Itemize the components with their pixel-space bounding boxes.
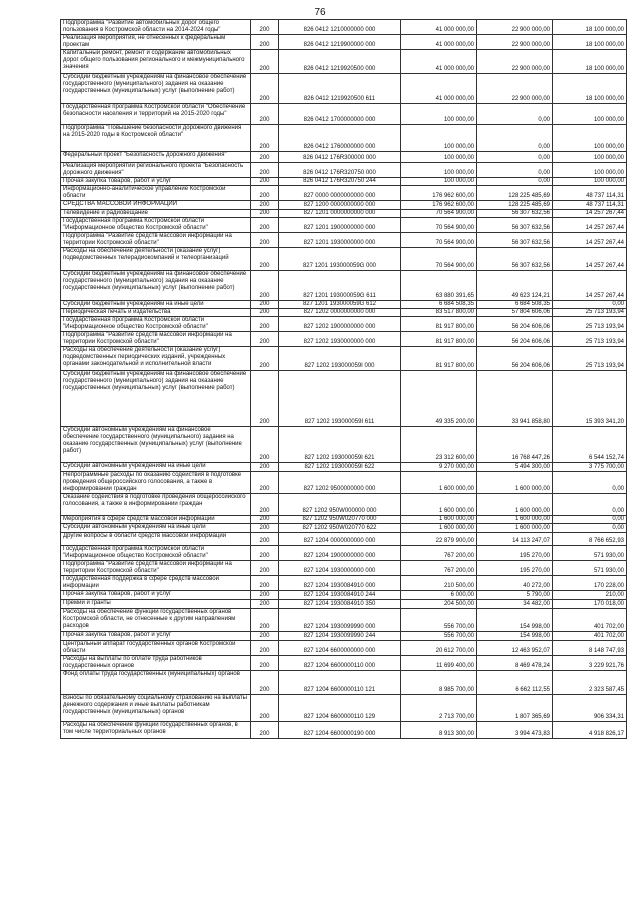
row-approved-cell: 9 270 000,00: [401, 463, 477, 472]
row-remaining-cell: 0,00: [553, 516, 627, 524]
row-remaining-cell: 14 257 267,44: [553, 271, 627, 301]
row-name-cell: Подпрограмма "Развитие средств массовой информации на территории Костромской области": [61, 561, 251, 576]
row-name-cell: Государственная программа Костромской области "Информационное общество Костромской области": [61, 218, 251, 233]
row-remaining-cell: 0,00: [553, 472, 627, 494]
row-executed-cell: 1 600 000,00: [477, 472, 553, 494]
row-executed-cell: 0,00: [477, 104, 553, 125]
row-approved-cell: 41 000 000,00: [401, 35, 477, 50]
row-name-cell: Капитальный ремонт, ремонт и содержание автомобильных дорог общего пользования регионального и межмуниципального значения: [61, 50, 251, 74]
row-approved-cell: 767 200,00: [401, 561, 477, 576]
row-code-cell: 200: [251, 671, 279, 695]
row-remaining-cell: 401 702,00: [553, 632, 627, 641]
row-code-cell: 200: [251, 600, 279, 609]
row-executed-cell: 0,00: [477, 152, 553, 163]
row-approved-cell: 49 335 200,00: [401, 371, 477, 427]
row-executed-cell: 22 900 000,00: [477, 20, 553, 35]
row-approved-cell: 8 985 700,00: [401, 671, 477, 695]
row-name-cell: Субсидии автономным учреждениям на иные цели: [61, 463, 251, 472]
row-executed-cell: 16 768 447,26: [477, 427, 553, 463]
row-approved-cell: 210 500,00: [401, 576, 477, 591]
row-approved-cell: 556 700,00: [401, 609, 477, 632]
table-row: [61, 427, 627, 463]
row-classification-cell: 827 1202 193000059I 000: [279, 347, 401, 371]
row-code-cell: 200: [251, 632, 279, 641]
row-name-cell: Телевидение и радиовещание: [61, 210, 251, 218]
row-name-cell: Государственная поддержка в сфере средств массовой информации: [61, 576, 251, 591]
row-name-cell: Подпрограмма "Повышение безопасности дорожного движения на 2015-2020 годы в Костромской области": [61, 125, 251, 152]
row-approved-cell: 81 917 800,00: [401, 347, 477, 371]
row-executed-cell: 8 469 478,24: [477, 656, 553, 671]
row-remaining-cell: 18 100 000,00: [553, 20, 627, 35]
row-executed-cell: 128 225 485,69: [477, 186, 553, 201]
row-name-cell: Государственная программа Костромской области "Обеспечение безопасности населения и территорий на 2015-2020 годы": [61, 104, 251, 125]
row-name-cell: Субсидии бюджетным учреждениям на финансовое обеспечение государственного (муниципального) задания на оказание государственных (муниципальных) услуг (выполнение работ): [61, 371, 251, 427]
row-code-cell: 200: [251, 371, 279, 427]
row-classification-cell: 826 0412 1210000000 000: [279, 20, 401, 35]
row-name-cell: Фонд оплаты труда государственных (муниципальных) органов: [61, 671, 251, 695]
row-classification-cell: 826 0412 1219900000 000: [279, 35, 401, 50]
row-executed-cell: 3 994 473,83: [477, 722, 553, 739]
row-name-cell: Подпрограмма "Развитие средств массовой информации на территории Костромской области": [61, 233, 251, 248]
row-classification-cell: 827 1204 1930099990 000: [279, 609, 401, 632]
row-remaining-cell: 100 000,00: [553, 104, 627, 125]
row-executed-cell: 34 482,00: [477, 600, 553, 609]
row-name-cell: Прочая закупка товаров, работ и услуг: [61, 591, 251, 600]
row-classification-cell: 827 1204 6600000110 129: [279, 695, 401, 722]
row-executed-cell: 12 463 952,07: [477, 641, 553, 656]
row-remaining-cell: 401 702,00: [553, 609, 627, 632]
row-classification-cell: 826 0412 1760000000 000: [279, 125, 401, 152]
row-classification-cell: 827 1204 1930084910 244: [279, 591, 401, 600]
row-classification-cell: 827 0000 0000000000 000: [279, 186, 401, 201]
row-classification-cell: 827 1204 6600000000 000: [279, 641, 401, 656]
row-classification-cell: 827 1202 193000059I 622: [279, 463, 401, 472]
row-classification-cell: 827 1204 1930000000 000: [279, 561, 401, 576]
row-remaining-cell: 14 257 267,44: [553, 218, 627, 233]
row-executed-cell: 154 998,00: [477, 632, 553, 641]
row-remaining-cell: 210,00: [553, 591, 627, 600]
row-executed-cell: 22 900 000,00: [477, 74, 553, 104]
row-code-cell: 200: [251, 524, 279, 533]
row-code-cell: 200: [251, 641, 279, 656]
row-approved-cell: 41 000 000,00: [401, 50, 477, 74]
table-row: [61, 210, 627, 218]
row-executed-cell: 195 270,00: [477, 561, 553, 576]
row-remaining-cell: 25 713 193,94: [553, 317, 627, 332]
row-approved-cell: 23 312 600,00: [401, 427, 477, 463]
row-remaining-cell: 100 000,00: [553, 125, 627, 152]
row-classification-cell: 827 1204 1930099990 244: [279, 632, 401, 641]
row-approved-cell: 22 879 900,00: [401, 533, 477, 546]
row-name-cell: Расходы на обеспечение функций государственных органов Костромской области, не отнесенные к другим направлениям расходов: [61, 609, 251, 632]
row-approved-cell: 8 913 300,00: [401, 722, 477, 739]
row-code-cell: 200: [251, 20, 279, 35]
row-approved-cell: 204 500,00: [401, 600, 477, 609]
row-name-cell: Информационно-аналитическое управление Костромской области: [61, 186, 251, 201]
row-name-cell: Непрограммные расходы по оказанию содействия в подготовке проведения общероссийского голосования, а также в информировании граждан: [61, 472, 251, 494]
row-executed-cell: 22 900 000,00: [477, 50, 553, 74]
row-classification-cell: 826 0412 1700000000 000: [279, 104, 401, 125]
table-row: [61, 695, 627, 722]
row-remaining-cell: 14 257 267,44: [553, 233, 627, 248]
row-code-cell: 200: [251, 656, 279, 671]
row-approved-cell: 81 917 800,00: [401, 332, 477, 347]
row-code-cell: 200: [251, 271, 279, 301]
row-name-cell: Другие вопросы в области средств массовой информации: [61, 533, 251, 546]
row-code-cell: 200: [251, 248, 279, 271]
row-approved-cell: 1 600 000,00: [401, 494, 477, 516]
row-code-cell: 200: [251, 210, 279, 218]
row-approved-cell: 556 700,00: [401, 632, 477, 641]
row-code-cell: 200: [251, 591, 279, 600]
row-code-cell: 200: [251, 609, 279, 632]
row-executed-cell: 128 225 485,69: [477, 201, 553, 210]
row-name-cell: Реализация мероприятия, не отнесенных к федеральным проектам: [61, 35, 251, 50]
row-approved-cell: 1 600 000,00: [401, 516, 477, 524]
row-approved-cell: 1 600 000,00: [401, 472, 477, 494]
row-classification-cell: 827 1202 9500000000 000: [279, 472, 401, 494]
row-approved-cell: 70 564 900,00: [401, 233, 477, 248]
row-code-cell: 200: [251, 494, 279, 516]
row-name-cell: Реализация мероприятий регионального проекта "Безопасность дорожного движения": [61, 163, 251, 178]
row-approved-cell: 100 000,00: [401, 163, 477, 178]
row-classification-cell: 827 1204 6600000190 000: [279, 722, 401, 739]
row-classification-cell: 827 1202 193000059I 621: [279, 427, 401, 463]
row-executed-cell: 154 998,00: [477, 609, 553, 632]
row-classification-cell: 827 1204 1900000000 000: [279, 546, 401, 561]
row-name-cell: Подпрограмма "Развитие автомобильных дорог общего пользования в Костромской области на 2014-2024 годы": [61, 20, 251, 35]
table-row: [61, 178, 627, 186]
table-row: [61, 494, 627, 516]
row-classification-cell: 827 1201 0000000000 000: [279, 210, 401, 218]
row-name-cell: Расходы на обеспечение функций государственных органов, в том числе территориальных органов: [61, 722, 251, 739]
row-name-cell: Субсидии бюджетным учреждениям на финансовое обеспечение государственного (муниципального) задания на оказание государственных (муниципальных) услуг (выполнение работ): [61, 271, 251, 301]
table-row: [61, 591, 627, 600]
row-code-cell: 200: [251, 125, 279, 152]
row-code-cell: 200: [251, 576, 279, 591]
row-approved-cell: 2 713 700,00: [401, 695, 477, 722]
row-approved-cell: 70 564 900,00: [401, 218, 477, 233]
row-classification-cell: 826 0412 176R300000 000: [279, 152, 401, 163]
row-code-cell: 200: [251, 218, 279, 233]
row-executed-cell: 56 204 606,06: [477, 332, 553, 347]
table-row: [61, 104, 627, 125]
row-code-cell: 200: [251, 309, 279, 317]
row-executed-cell: 6 662 112,55: [477, 671, 553, 695]
table-row: [61, 271, 627, 301]
row-classification-cell: 826 0412 176R320750 000: [279, 163, 401, 178]
row-approved-cell: 6 000,00: [401, 591, 477, 600]
row-executed-cell: 14 113 247,07: [477, 533, 553, 546]
row-approved-cell: 20 612 700,00: [401, 641, 477, 656]
row-classification-cell: 827 1202 950W000000 000: [279, 494, 401, 516]
row-classification-cell: 827 1204 0000000000 000: [279, 533, 401, 546]
row-name-cell: Мероприятия в сфере средств массовой информации: [61, 516, 251, 524]
row-remaining-cell: 0,00: [553, 494, 627, 516]
row-classification-cell: 827 1202 193000059I 611: [279, 371, 401, 427]
row-executed-cell: 56 307 632,56: [477, 218, 553, 233]
row-remaining-cell: 571 930,00: [553, 561, 627, 576]
budget-execution-table: [60, 19, 627, 739]
row-remaining-cell: 906 334,31: [553, 695, 627, 722]
table-row: [61, 317, 627, 332]
row-executed-cell: 49 623 124,21: [477, 271, 553, 301]
row-classification-cell: 827 1201 193000059G 000: [279, 248, 401, 271]
row-approved-cell: 11 699 400,00: [401, 656, 477, 671]
row-remaining-cell: 0,00: [553, 301, 627, 309]
table-row: [61, 600, 627, 609]
table-row: [61, 186, 627, 201]
table-row: [61, 152, 627, 163]
row-remaining-cell: 100 000,00: [553, 163, 627, 178]
row-remaining-cell: 3 229 921,76: [553, 656, 627, 671]
row-approved-cell: 70 564 900,00: [401, 248, 477, 271]
row-remaining-cell: 18 100 000,00: [553, 35, 627, 50]
table-row: [61, 125, 627, 152]
table-row: [61, 201, 627, 210]
table-row: [61, 248, 627, 271]
row-name-cell: Субсидии автономным учреждениям на финансовое обеспечение государственного (муниципального) задания на оказание государственных (муниципальных) услуг (выполнение работ): [61, 427, 251, 463]
table-row: [61, 309, 627, 317]
row-remaining-cell: 2 323 587,45: [553, 671, 627, 695]
row-classification-cell: 827 1201 193000059G 612: [279, 301, 401, 309]
row-approved-cell: 6 684 508,35: [401, 301, 477, 309]
row-classification-cell: 826 0412 1219920500 000: [279, 50, 401, 74]
row-remaining-cell: 4 918 826,17: [553, 722, 627, 739]
row-code-cell: 200: [251, 332, 279, 347]
row-approved-cell: 63 880 391,65: [401, 271, 477, 301]
row-executed-cell: 40 272,00: [477, 576, 553, 591]
table-row: [61, 671, 627, 695]
row-executed-cell: 195 270,00: [477, 546, 553, 561]
row-executed-cell: 0,00: [477, 125, 553, 152]
row-code-cell: 200: [251, 178, 279, 186]
row-name-cell: Расходы на обеспечение деятельности (оказание услуг) подведомственных периодических изданий, учрежденных органами законодательной и исполнительной власти: [61, 347, 251, 371]
row-remaining-cell: 100 000,00: [553, 178, 627, 186]
row-remaining-cell: 0,00: [553, 524, 627, 533]
row-approved-cell: 176 962 600,00: [401, 186, 477, 201]
table-row: [61, 533, 627, 546]
row-remaining-cell: 48 737 114,31: [553, 201, 627, 210]
row-classification-cell: 827 1202 950W020770 000: [279, 516, 401, 524]
row-code-cell: 200: [251, 546, 279, 561]
table-row: [61, 524, 627, 533]
row-approved-cell: 81 917 800,00: [401, 317, 477, 332]
row-classification-cell: 827 1200 0000000000 000: [279, 201, 401, 210]
row-name-cell: Субсидии бюджетным учреждениям на финансовое обеспечение государственного (муниципального) задания на оказание государственных (муниципальных) услуг (выполнение работ): [61, 74, 251, 104]
row-approved-cell: 100 000,00: [401, 104, 477, 125]
row-approved-cell: 70 564 900,00: [401, 210, 477, 218]
row-executed-cell: 1 600 000,00: [477, 516, 553, 524]
row-classification-cell: 827 1202 950W020770 622: [279, 524, 401, 533]
row-approved-cell: 1 600 000,00: [401, 524, 477, 533]
row-approved-cell: 100 000,00: [401, 125, 477, 152]
row-code-cell: 200: [251, 472, 279, 494]
row-code-cell: 200: [251, 317, 279, 332]
row-remaining-cell: 571 930,00: [553, 546, 627, 561]
row-remaining-cell: 6 544 152,74: [553, 427, 627, 463]
row-remaining-cell: 25 713 193,94: [553, 332, 627, 347]
row-approved-cell: 100 000,00: [401, 152, 477, 163]
row-name-cell: Субсидии автономным учреждениям на иные цели: [61, 524, 251, 533]
row-code-cell: 200: [251, 186, 279, 201]
row-name-cell: Расходы на обеспечение деятельности (оказание услуг) подведомственных телерадиокомпаний и телеорганизаций: [61, 248, 251, 271]
row-remaining-cell: 8 148 747,93: [553, 641, 627, 656]
table-row: [61, 609, 627, 632]
row-name-cell: Взносы по обязательному социальному страхованию на выплаты денежного содержания и иные выплаты работникам государственных (муниципальных) органов: [61, 695, 251, 722]
table-row: [61, 546, 627, 561]
row-name-cell: Премии и гранты: [61, 600, 251, 609]
row-executed-cell: 57 804 606,06: [477, 309, 553, 317]
row-executed-cell: 6 684 508,35: [477, 301, 553, 309]
row-classification-cell: 826 0412 176R320750 244: [279, 178, 401, 186]
row-classification-cell: 827 1202 1930000000 000: [279, 332, 401, 347]
row-executed-cell: 0,00: [477, 163, 553, 178]
table-row: [61, 163, 627, 178]
row-remaining-cell: 14 257 267,44: [553, 248, 627, 271]
row-executed-cell: 56 307 632,56: [477, 210, 553, 218]
table-row: [61, 516, 627, 524]
row-classification-cell: 827 1204 6600000110 000: [279, 656, 401, 671]
table-row: [61, 371, 627, 427]
row-name-cell: Периодическая печать и издательства: [61, 309, 251, 317]
row-remaining-cell: 18 100 000,00: [553, 50, 627, 74]
row-name-cell: Подпрограмма "Развитие средств массовой информации на территории Костромской области": [61, 332, 251, 347]
row-remaining-cell: 18 100 000,00: [553, 74, 627, 104]
table-row: [61, 218, 627, 233]
row-code-cell: 200: [251, 301, 279, 309]
row-code-cell: 200: [251, 50, 279, 74]
table-row: [61, 576, 627, 591]
row-name-cell: Расходы на выплаты по оплате труда работников государственных органов: [61, 656, 251, 671]
row-classification-cell: 827 1204 1930084910 000: [279, 576, 401, 591]
row-code-cell: 200: [251, 347, 279, 371]
row-name-cell: Оказание содействия в подготовке проведения общероссийского голосования, а также в информировании граждан: [61, 494, 251, 516]
row-classification-cell: 826 0412 1219920500 611: [279, 74, 401, 104]
row-name-cell: Центральный аппарат государственных органов Костромской области: [61, 641, 251, 656]
row-executed-cell: 1 600 000,00: [477, 494, 553, 516]
row-approved-cell: 41 000 000,00: [401, 74, 477, 104]
row-remaining-cell: 170 228,00: [553, 576, 627, 591]
table-row: [61, 722, 627, 739]
table-row: [61, 50, 627, 74]
page-number: 76: [314, 7, 326, 18]
row-executed-cell: 1 600 000,00: [477, 524, 553, 533]
row-classification-cell: 827 1204 6600000110 121: [279, 671, 401, 695]
row-code-cell: 200: [251, 74, 279, 104]
row-code-cell: 200: [251, 152, 279, 163]
row-code-cell: 200: [251, 561, 279, 576]
row-code-cell: 200: [251, 104, 279, 125]
table-row: [61, 632, 627, 641]
table-row: [61, 561, 627, 576]
row-executed-cell: 1 807 365,69: [477, 695, 553, 722]
row-remaining-cell: 100 000,00: [553, 152, 627, 163]
row-remaining-cell: 15 393 341,20: [553, 371, 627, 427]
row-code-cell: 200: [251, 35, 279, 50]
table-row: [61, 233, 627, 248]
row-name-cell: Федеральный проект "Безопасность дорожного движения": [61, 152, 251, 163]
row-classification-cell: 827 1201 1900000000 000: [279, 218, 401, 233]
row-executed-cell: 0,00: [477, 178, 553, 186]
row-executed-cell: 56 307 632,56: [477, 248, 553, 271]
row-executed-cell: 5 790,00: [477, 591, 553, 600]
row-remaining-cell: 14 257 267,44: [553, 210, 627, 218]
row-executed-cell: 5 494 300,00: [477, 463, 553, 472]
row-remaining-cell: 170 018,00: [553, 600, 627, 609]
row-name-cell: Государственная программа Костромской области "Информационное общество Костромской области": [61, 546, 251, 561]
row-approved-cell: 41 000 000,00: [401, 20, 477, 35]
row-approved-cell: 767 200,00: [401, 546, 477, 561]
row-name-cell: Прочая закупка товаров, работ и услуг: [61, 632, 251, 641]
row-executed-cell: 33 941 858,80: [477, 371, 553, 427]
row-remaining-cell: 25 713 193,94: [553, 309, 627, 317]
row-name-cell: Прочая закупка товаров, работ и услуг: [61, 178, 251, 186]
row-approved-cell: 100 000,00: [401, 178, 477, 186]
table-row: [61, 332, 627, 347]
row-classification-cell: 827 1201 193000059G 611: [279, 271, 401, 301]
row-classification-cell: 827 1202 0000000000 000: [279, 309, 401, 317]
row-remaining-cell: 3 775 700,00: [553, 463, 627, 472]
row-executed-cell: 56 204 606,06: [477, 317, 553, 332]
row-code-cell: 200: [251, 533, 279, 546]
row-code-cell: 200: [251, 163, 279, 178]
row-classification-cell: 827 1204 1930084910 350: [279, 600, 401, 609]
row-classification-cell: 827 1202 1900000000 000: [279, 317, 401, 332]
row-code-cell: 200: [251, 463, 279, 472]
row-code-cell: 200: [251, 722, 279, 739]
table-row: [61, 656, 627, 671]
row-executed-cell: 56 204 606,06: [477, 347, 553, 371]
row-classification-cell: 827 1201 1930000000 000: [279, 233, 401, 248]
row-approved-cell: 176 962 600,00: [401, 201, 477, 210]
row-name-cell: СРЕДСТВА МАССОВОЙ ИНФОРМАЦИИ: [61, 201, 251, 210]
row-executed-cell: 22 900 000,00: [477, 35, 553, 50]
row-code-cell: 200: [251, 516, 279, 524]
row-code-cell: 200: [251, 201, 279, 210]
row-name-cell: Государственная программа Костромской области "Информационное общество Костромской области": [61, 317, 251, 332]
table-row: [61, 74, 627, 104]
row-remaining-cell: 8 766 652,93: [553, 533, 627, 546]
table-row: [61, 347, 627, 371]
row-executed-cell: 56 307 632,56: [477, 233, 553, 248]
table-row: [61, 20, 627, 35]
row-approved-cell: 83 517 800,00: [401, 309, 477, 317]
table-row: [61, 472, 627, 494]
table-row: [61, 463, 627, 472]
table-row: [61, 35, 627, 50]
table-row: [61, 301, 627, 309]
row-remaining-cell: 48 737 114,31: [553, 186, 627, 201]
row-name-cell: Субсидии бюджетным учреждениям на иные цели: [61, 301, 251, 309]
row-code-cell: 200: [251, 695, 279, 722]
row-remaining-cell: 25 713 193,94: [553, 347, 627, 371]
row-code-cell: 200: [251, 427, 279, 463]
row-code-cell: 200: [251, 233, 279, 248]
table-row: [61, 641, 627, 656]
